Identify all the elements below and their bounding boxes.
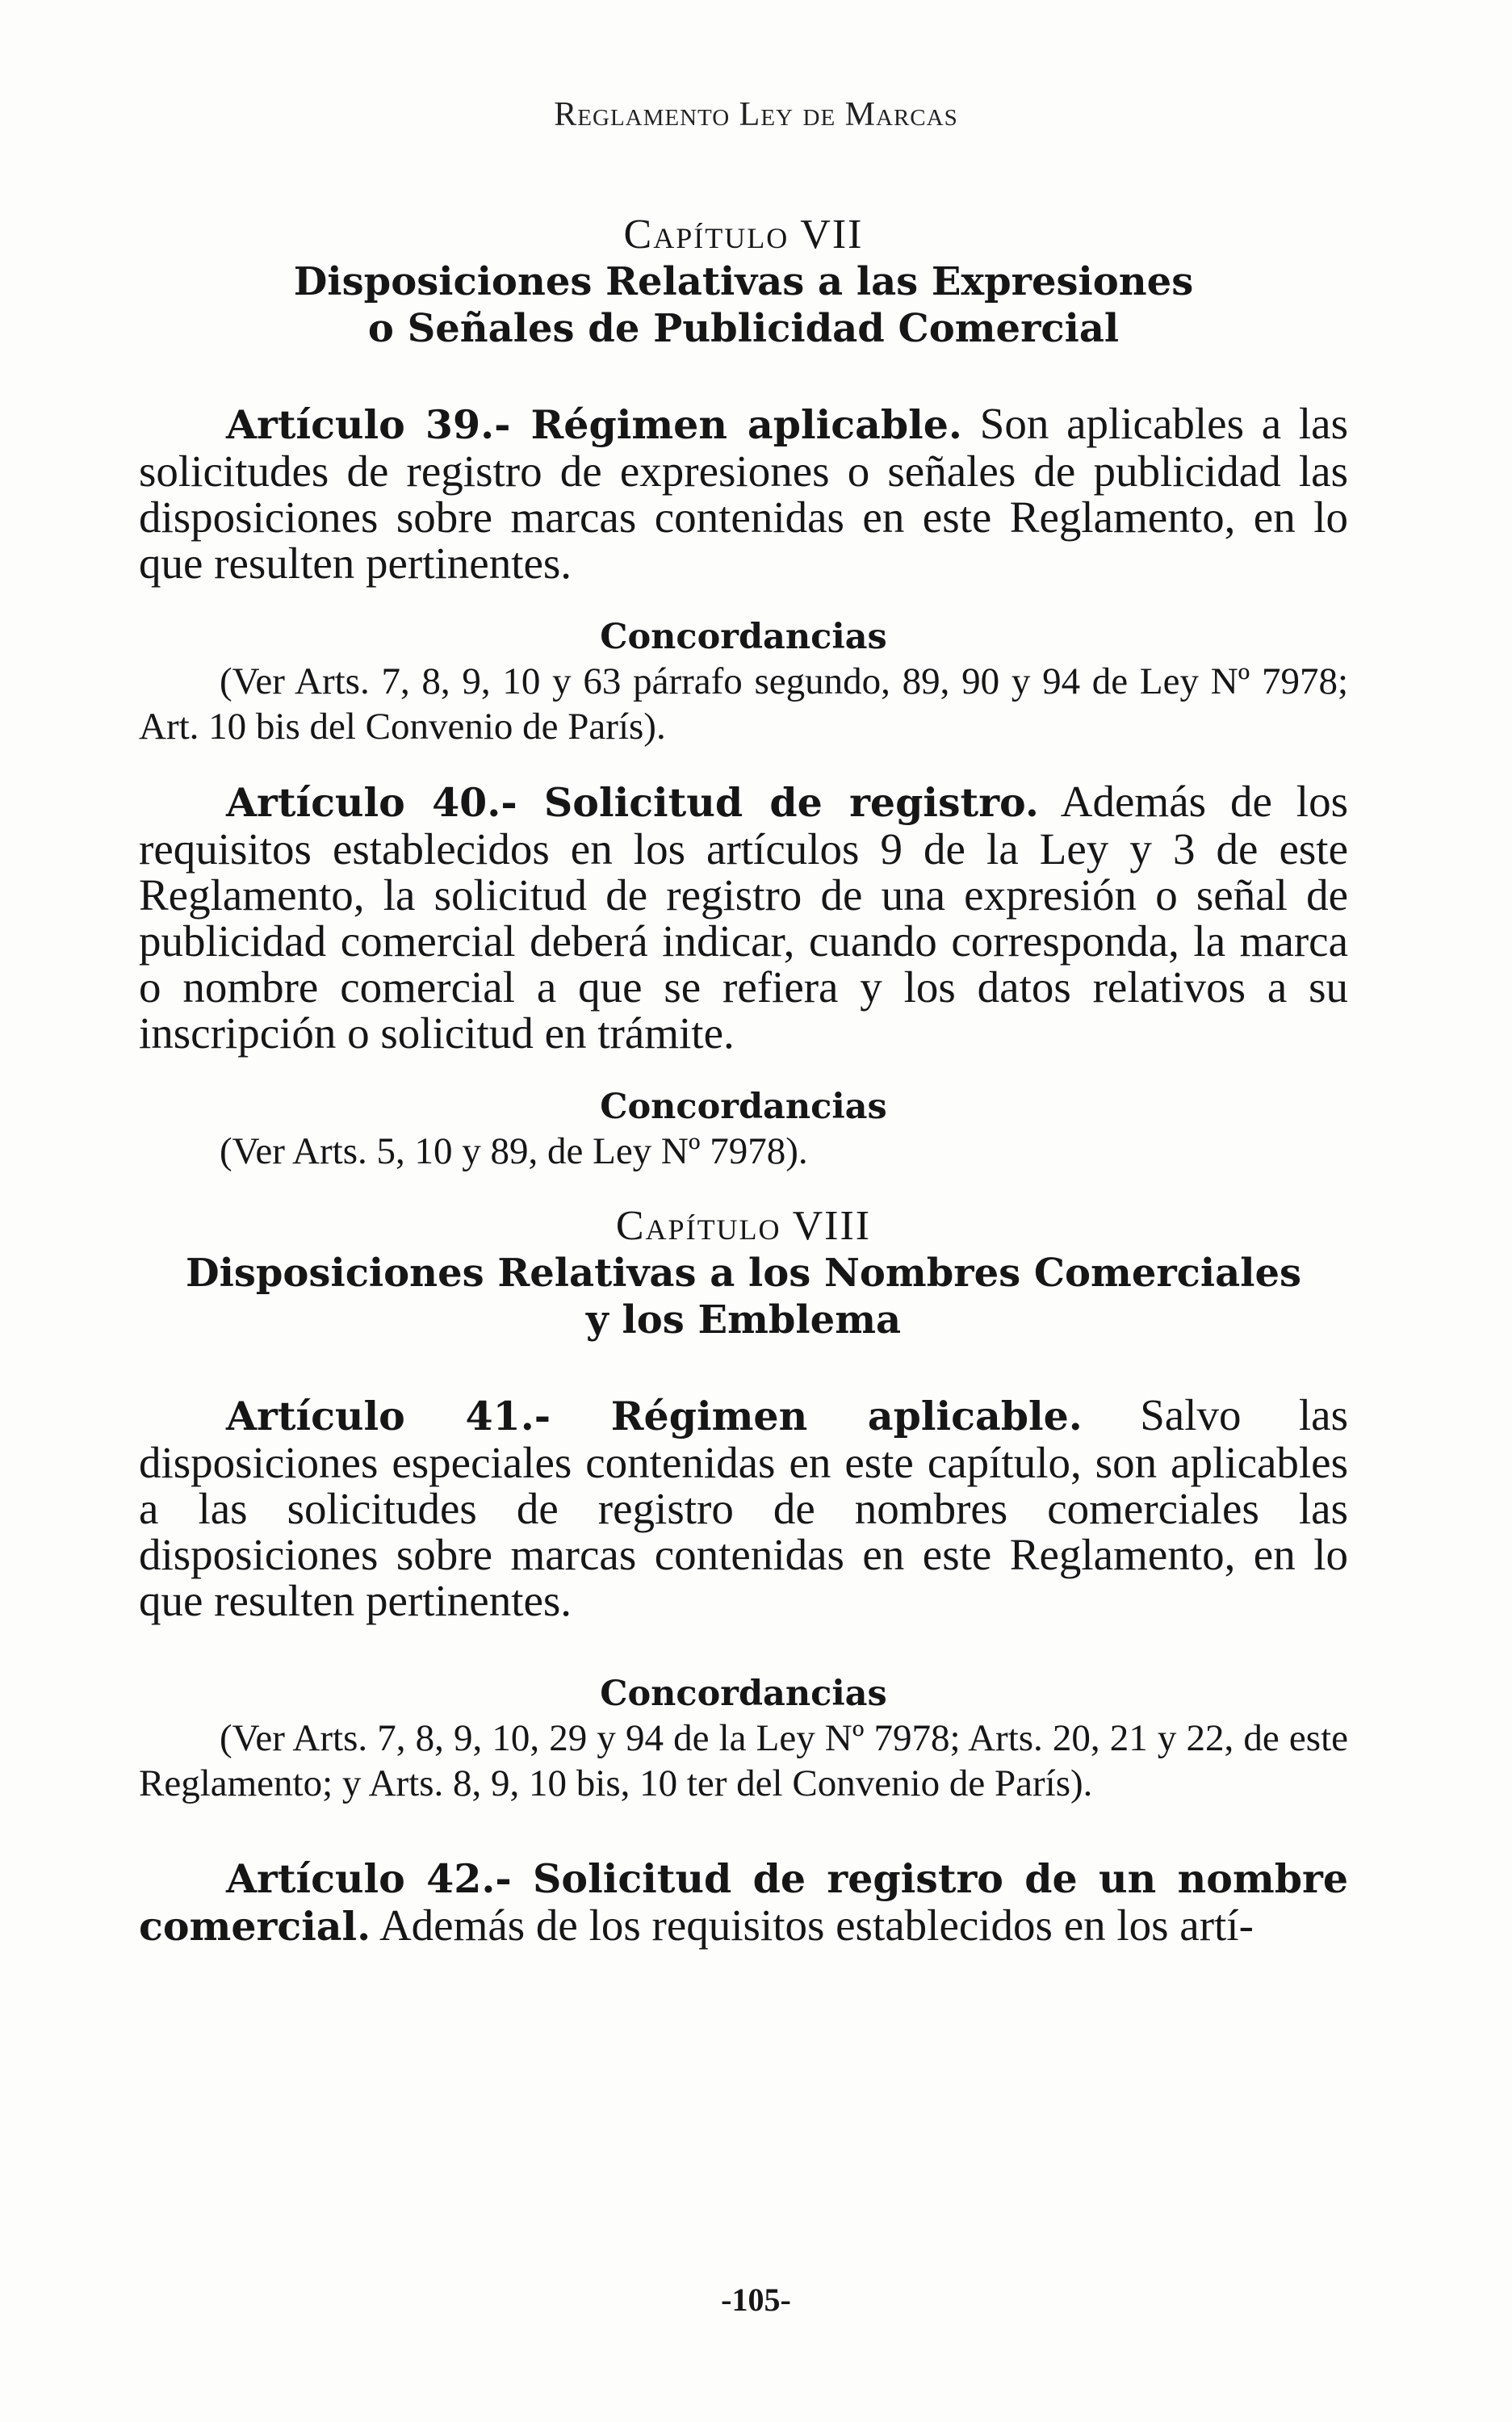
article-paragraph <box>139 778 1348 1056</box>
article-paragraph <box>139 1854 1348 1950</box>
article-paragraph <box>139 1392 1348 1624</box>
page-content <box>139 212 1348 1950</box>
chapter-number: Capítulo VIII <box>615 1203 872 1249</box>
concordancias-title: Concordancias <box>600 1674 887 1714</box>
chapter-title-line: y los Emblema <box>585 1297 902 1343</box>
chapter-heading <box>139 1203 1348 1343</box>
article-text: Además de los requisitos establecidos en los artículos 9 de la Ley y 3 de este Reglamento, la solicitud de registro de una expresión o señal de publicidad comercial deberá indicar, cuando corresponda, la marca o nombre comercial a que se refiera y los datos relativos a su inscripción o solicitud en trámite. <box>139 777 1348 1058</box>
running-head: Reglamento Ley de Marcas <box>554 96 958 133</box>
article-text: Además de los requisitos establecidos en los artí- <box>371 1900 1254 1950</box>
concordancias-text: (Ver Arts. 7, 8, 9, 10, 29 y 94 de la Ley Nº 7978; Arts. 20, 21 y 22, de este Reglamento; y Arts. 8, 9, 10 bis, 10 ter del Convenio de París). <box>139 1717 1348 1804</box>
article-heading: Artículo 40.- Solicitud de registro. <box>226 779 1039 826</box>
chapter-heading <box>139 212 1348 352</box>
article-heading: Artículo 41.- Régimen aplicable. <box>226 1393 1083 1439</box>
chapter-title-line: Disposiciones Relativas a los Nombres Comerciales <box>185 1251 1302 1296</box>
chapter-title-line: o Señales de Publicidad Comercial <box>367 306 1120 351</box>
article-text: Son aplicables a las solicitudes de registro de expresiones o señales de publicidad las disposiciones sobre marcas contenidas en este Reglamento, en lo que resulten pertinentes. <box>139 399 1348 588</box>
article-text: Salvo las disposiciones especiales contenidas en este capítulo, son aplicables a las solicitudes de registro de nombres comerciales las disposiciones sobre marcas contenidas en este Reglamento, en lo que resulten pertinentes. <box>139 1390 1348 1625</box>
article-heading: Artículo 42.- Solicitud de registro de un nombre comercial. <box>139 1855 1348 1950</box>
concordancias-title: Concordancias <box>600 1087 887 1127</box>
chapter-title-line: Disposiciones Relativas a las Expresiones <box>293 259 1194 304</box>
article-paragraph <box>139 400 1348 586</box>
page-number: -105- <box>721 2282 791 2318</box>
chapter-number: Capítulo VII <box>623 212 864 258</box>
article-heading: Artículo 39.- Régimen aplicable. <box>226 401 962 448</box>
concordancias-text: (Ver Arts. 5, 10 y 89, de Ley Nº 7978). <box>220 1130 808 1172</box>
concordancias-title: Concordancias <box>600 617 887 657</box>
concordancias-text: (Ver Arts. 7, 8, 9, 10 y 63 párrafo segundo, 89, 90 y 94 de Ley Nº 7978; Art. 10 bis del Convenio de París). <box>139 660 1348 748</box>
